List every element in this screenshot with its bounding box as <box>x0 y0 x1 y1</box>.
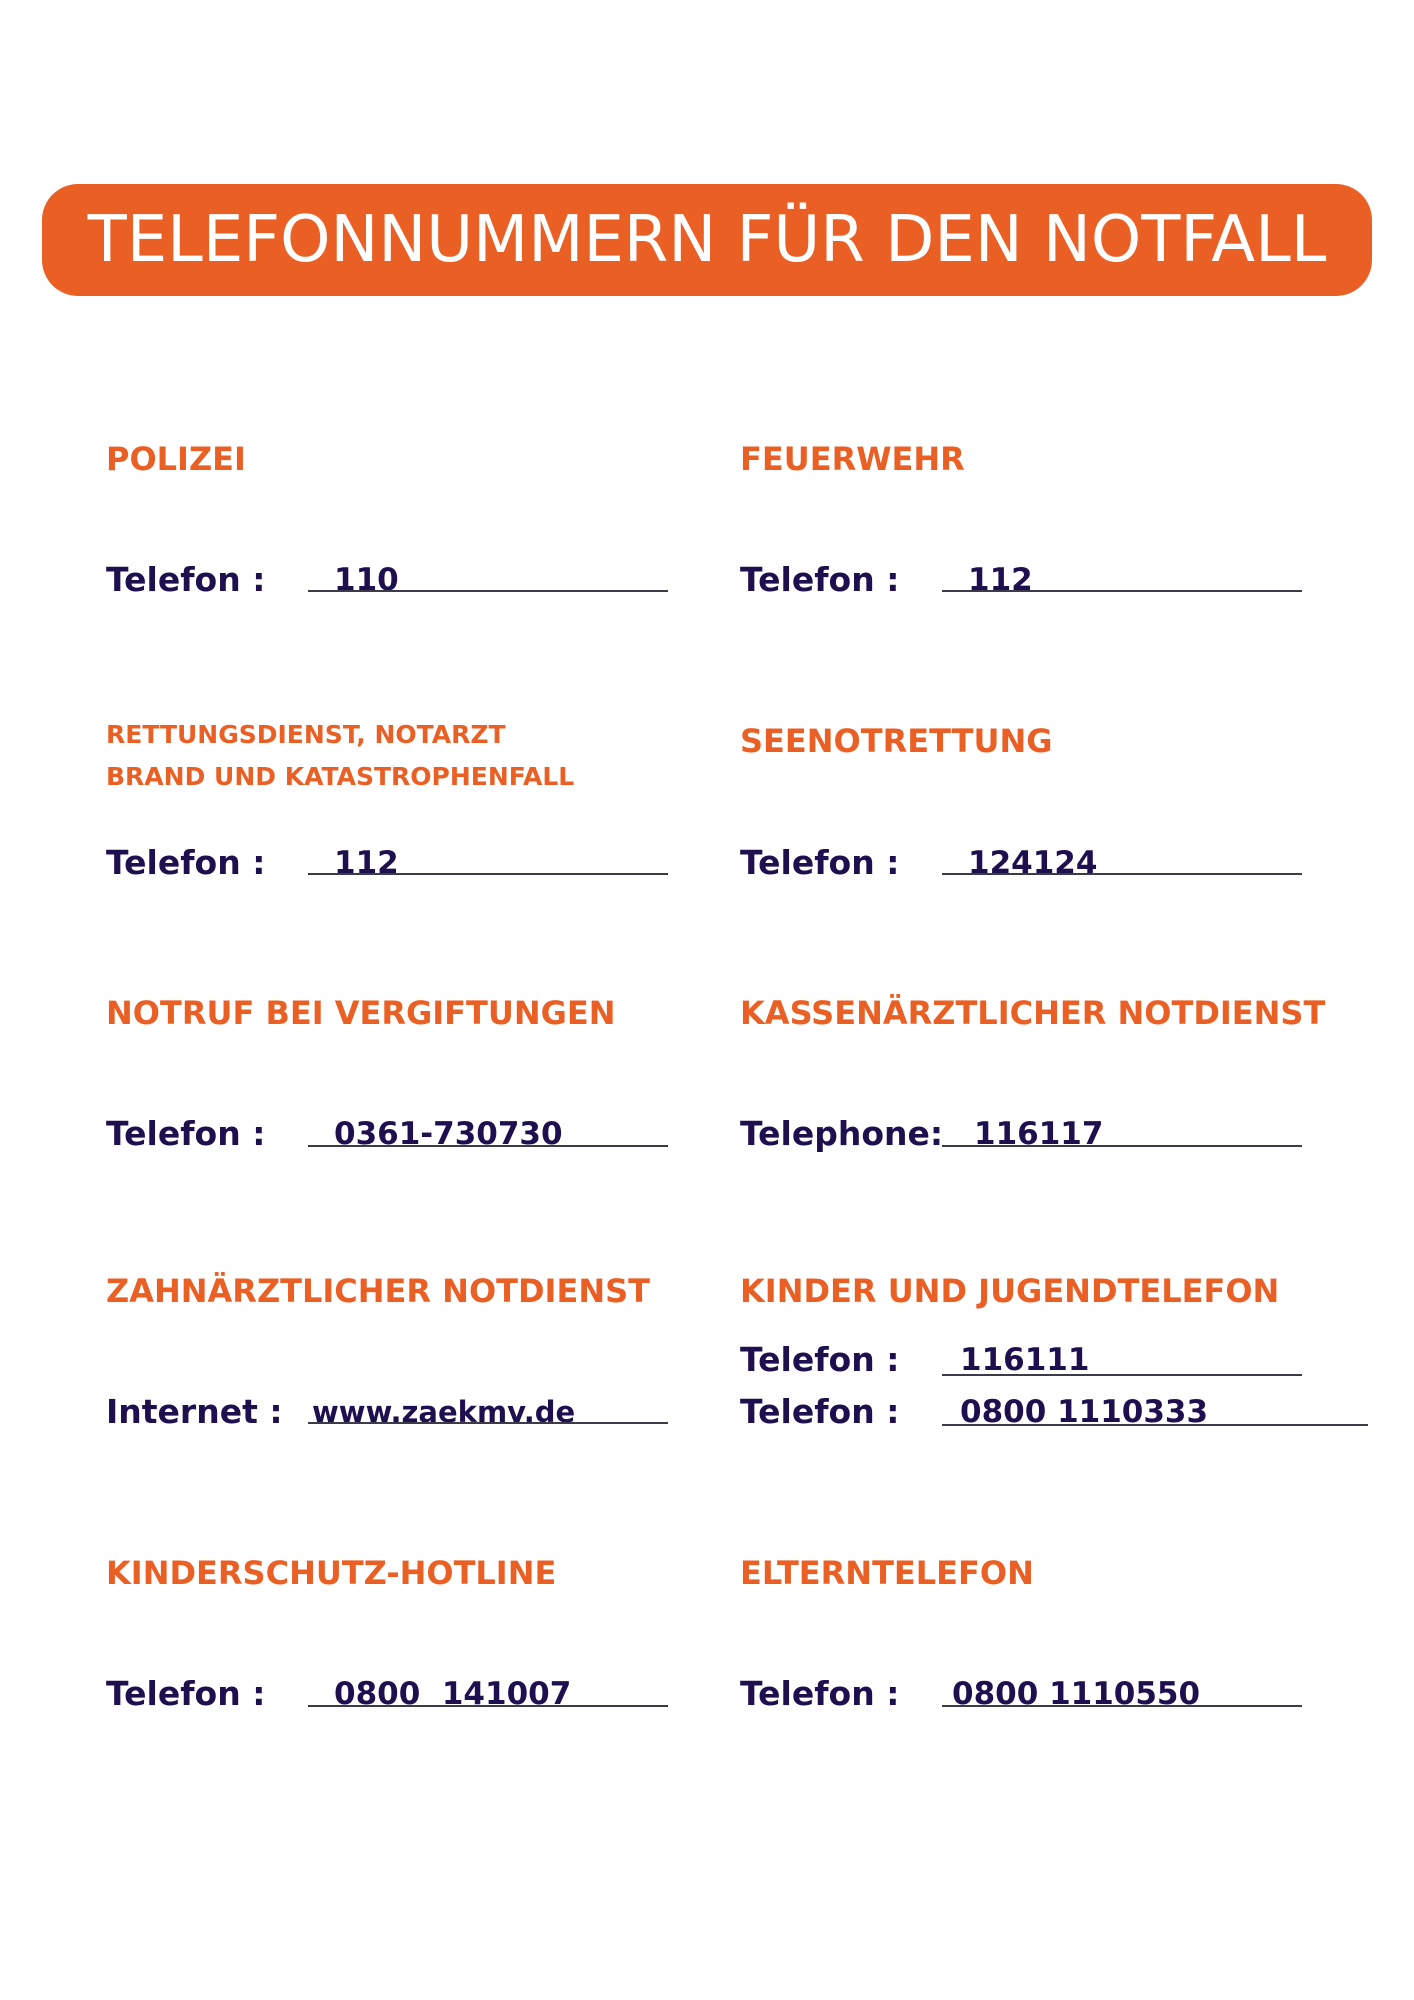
line-vergiftungen <box>308 1145 668 1147</box>
line-kassenaerztlich <box>942 1145 1302 1147</box>
line-kinder-jugendtelefon-2 <box>942 1424 1368 1426</box>
heading-kassenaerztlich: KASSENÄRZTLICHER NOTDIENST <box>740 994 1326 1032</box>
line-kinder-jugendtelefon-1 <box>942 1374 1302 1376</box>
line-feuerwehr <box>942 590 1302 592</box>
value-kinderschutz: 0800 141007 <box>334 1676 572 1712</box>
label-kassenaerztlich: Telephone: <box>740 1114 944 1153</box>
label-rettungsdienst: Telefon : <box>106 843 266 882</box>
label-zahnaerztlich: Internet : <box>106 1392 283 1431</box>
label-kinder-jugendtelefon-2: Telefon : <box>740 1392 900 1431</box>
label-elterntelefon: Telefon : <box>740 1674 900 1713</box>
heading-elterntelefon: ELTERNTELEFON <box>740 1554 1034 1592</box>
value-feuerwehr: 112 <box>968 562 1033 598</box>
heading-kinderschutz: KINDERSCHUTZ-HOTLINE <box>106 1554 557 1592</box>
heading-rettungsdienst-line2: BRAND UND KATASTROPHENFALL <box>106 762 575 791</box>
label-feuerwehr: Telefon : <box>740 560 900 599</box>
value-kassenaerztlich: 116117 <box>974 1116 1104 1152</box>
heading-seenotrettung: SEENOTRETTUNG <box>740 722 1053 760</box>
value-seenotrettung: 124124 <box>968 845 1098 881</box>
line-seenotrettung <box>942 873 1302 875</box>
label-kinder-jugendtelefon-1: Telefon : <box>740 1340 900 1379</box>
value-kinder-jugendtelefon-1: 116111 <box>960 1342 1090 1378</box>
value-vergiftungen: 0361-730730 <box>334 1116 563 1152</box>
title-banner: TELEFONNUMMERN FÜR DEN NOTFALL <box>42 184 1372 296</box>
line-rettungsdienst <box>308 873 668 875</box>
line-kinderschutz <box>308 1705 668 1707</box>
value-zahnaerztlich: www.zaekmv.de <box>312 1395 576 1429</box>
value-polizei: 110 <box>334 562 399 598</box>
label-kinderschutz: Telefon : <box>106 1674 266 1713</box>
heading-kinder-jugendtelefon: KINDER UND JUGENDTELEFON <box>740 1272 1280 1310</box>
heading-rettungsdienst-line1: RETTUNGSDIENST, NOTARZT <box>106 720 506 749</box>
label-seenotrettung: Telefon : <box>740 843 900 882</box>
line-polizei <box>308 590 668 592</box>
line-zahnaerztlich <box>308 1422 668 1424</box>
label-vergiftungen: Telefon : <box>106 1114 266 1153</box>
line-elterntelefon <box>942 1705 1302 1707</box>
heading-feuerwehr: FEUERWEHR <box>740 440 965 478</box>
value-elterntelefon: 0800 1110550 <box>952 1676 1201 1712</box>
label-polizei: Telefon : <box>106 560 266 599</box>
heading-polizei: POLIZEI <box>106 440 246 478</box>
heading-vergiftungen: NOTRUF BEI VERGIFTUNGEN <box>106 994 616 1032</box>
heading-zahnaerztlich: ZAHNÄRZTLICHER NOTDIENST <box>106 1272 650 1310</box>
value-rettungsdienst: 112 <box>334 845 399 881</box>
value-kinder-jugendtelefon-2: 0800 1110333 <box>960 1394 1209 1430</box>
